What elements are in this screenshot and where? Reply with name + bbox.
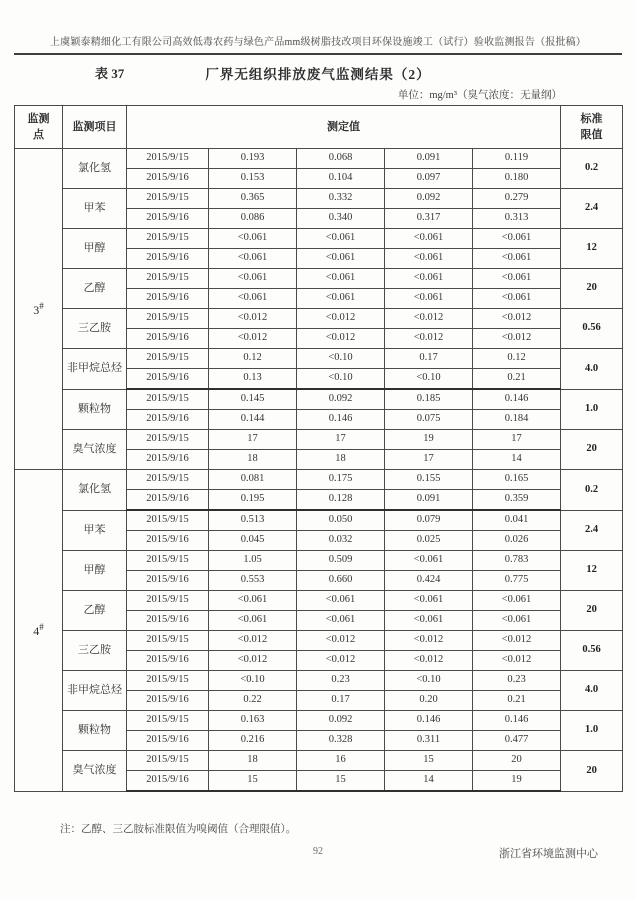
table-row: [15, 189, 623, 209]
measured-value-cell: <0.061: [473, 289, 561, 309]
standard-limit-cell: 1.0: [561, 389, 623, 430]
measured-value-cell: <0.10: [209, 671, 297, 691]
measured-value-cell: <0.012: [385, 329, 473, 349]
sample-date-cell: 2015/9/15: [127, 510, 209, 531]
measured-value-cell: 16: [297, 751, 385, 771]
measured-value-cell: 19: [385, 430, 473, 450]
monitoring-item-cell: 甲苯: [63, 510, 127, 551]
measured-value-cell: 1.05: [209, 551, 297, 571]
measured-value-cell: 0.146: [385, 711, 473, 731]
document-header-title: 上虞颖泰精细化工有限公司高效低毒农药与绿色产品mm级树脂技改项目环保设施竣工（试行）验收监测报告（报批稿）: [14, 33, 622, 55]
measured-value-cell: 0.23: [297, 671, 385, 691]
measured-value-cell: 0.13: [209, 369, 297, 390]
measured-value-cell: 0.12: [473, 349, 561, 369]
measured-value-cell: 0.783: [473, 551, 561, 571]
page-number: 92: [313, 846, 323, 857]
table-row: [15, 591, 623, 611]
sample-date-cell: 2015/9/16: [127, 691, 209, 711]
measured-value-cell: <0.012: [473, 651, 561, 671]
sample-date-cell: 2015/9/15: [127, 470, 209, 490]
measured-value-cell: <0.10: [385, 369, 473, 390]
measured-value-cell: 0.317: [385, 209, 473, 229]
footer-organization: 浙江省环境监测中心: [499, 848, 598, 860]
measured-value-cell: 0.092: [297, 711, 385, 731]
measured-value-cell: 0.081: [209, 470, 297, 490]
sample-date-cell: 2015/9/15: [127, 751, 209, 771]
measured-value-cell: 0.075: [385, 410, 473, 430]
measured-value-cell: <0.012: [297, 329, 385, 349]
monitoring-item-cell: 颗粒物: [63, 389, 127, 430]
measured-value-cell: <0.012: [209, 329, 297, 349]
measured-value-cell: <0.012: [297, 309, 385, 329]
sample-date-cell: 2015/9/16: [127, 450, 209, 470]
table-row: [15, 430, 623, 450]
sample-date-cell: 2015/9/15: [127, 711, 209, 731]
measured-value-cell: 0.424: [385, 571, 473, 591]
measured-value-cell: <0.061: [297, 249, 385, 269]
sample-date-cell: 2015/9/15: [127, 189, 209, 209]
header-standard-limit-label: 标准限值: [580, 112, 603, 141]
table-header-row: [15, 106, 623, 149]
monitoring-item-cell: 非甲烷总烃: [63, 349, 127, 390]
measured-value-cell: <0.061: [385, 591, 473, 611]
measured-value-cell: <0.061: [209, 249, 297, 269]
monitoring-results-table: [14, 105, 623, 792]
sample-date-cell: 2015/9/15: [127, 269, 209, 289]
measured-value-cell: 0.180: [473, 169, 561, 189]
measured-value-cell: 0.146: [297, 410, 385, 430]
measured-value-cell: <0.012: [473, 309, 561, 329]
sample-date-cell: 2015/9/16: [127, 209, 209, 229]
table-row: [15, 631, 623, 651]
sample-date-cell: 2015/9/15: [127, 551, 209, 571]
measured-value-cell: 0.513: [209, 510, 297, 531]
measured-value-cell: <0.10: [297, 369, 385, 390]
standard-limit-cell: 0.2: [561, 470, 623, 511]
measured-value-cell: 0.163: [209, 711, 297, 731]
footnote: 注：乙醇、三乙胺标准限值为嗅阈值（合理限值）。: [60, 824, 297, 835]
measured-value-cell: 0.091: [385, 490, 473, 511]
sample-date-cell: 2015/9/15: [127, 430, 209, 450]
measured-value-cell: 0.775: [473, 571, 561, 591]
sample-date-cell: 2015/9/15: [127, 389, 209, 410]
measured-value-cell: <0.061: [473, 249, 561, 269]
measured-value-cell: 0.184: [473, 410, 561, 430]
standard-limit-cell: 4.0: [561, 671, 623, 711]
sample-date-cell: 2015/9/16: [127, 651, 209, 671]
monitoring-point-number: 3: [33, 302, 40, 317]
measured-value-cell: 0.041: [473, 510, 561, 531]
sample-date-cell: 2015/9/16: [127, 771, 209, 792]
standard-limit-cell: 1.0: [561, 711, 623, 751]
sample-date-cell: 2015/9/16: [127, 571, 209, 591]
measured-value-cell: 0.22: [209, 691, 297, 711]
measured-value-cell: <0.012: [209, 651, 297, 671]
measured-value-cell: <0.012: [385, 651, 473, 671]
measured-value-cell: 0.311: [385, 731, 473, 751]
measured-value-cell: 15: [297, 771, 385, 792]
monitoring-item-cell: 三乙胺: [63, 309, 127, 349]
measured-value-cell: <0.10: [385, 671, 473, 691]
standard-limit-cell: 0.56: [561, 309, 623, 349]
sample-date-cell: 2015/9/16: [127, 410, 209, 430]
table-row: [15, 470, 623, 490]
measured-value-cell: 0.21: [473, 691, 561, 711]
sample-date-cell: 2015/9/16: [127, 329, 209, 349]
sample-date-cell: 2015/9/16: [127, 731, 209, 751]
table-row: [15, 349, 623, 369]
measured-value-cell: <0.012: [297, 651, 385, 671]
measured-value-cell: 0.195: [209, 490, 297, 511]
measured-value-cell: <0.061: [297, 269, 385, 289]
measured-value-cell: <0.061: [385, 551, 473, 571]
measured-value-cell: 18: [297, 450, 385, 470]
standard-limit-cell: 20: [561, 430, 623, 470]
measured-value-cell: <0.10: [297, 349, 385, 369]
measured-value-cell: 0.279: [473, 189, 561, 209]
monitoring-point-cell: [15, 149, 63, 470]
sample-date-cell: 2015/9/16: [127, 289, 209, 309]
measured-value-cell: 0.092: [297, 389, 385, 410]
measured-value-cell: 0.104: [297, 169, 385, 189]
monitoring-item-cell: 臭气浓度: [63, 751, 127, 792]
page-title: 厂界无组织排放废气监测结果（2）: [205, 67, 431, 82]
header-monitoring-point-label: 监测点: [27, 112, 50, 141]
sample-date-cell: 2015/9/15: [127, 149, 209, 169]
measured-value-cell: 0.091: [385, 149, 473, 169]
measured-value-cell: 0.068: [297, 149, 385, 169]
measured-value-cell: 0.20: [385, 691, 473, 711]
measured-value-cell: 0.660: [297, 571, 385, 591]
measured-value-cell: <0.012: [385, 309, 473, 329]
monitoring-item-cell: 颗粒物: [63, 711, 127, 751]
measured-value-cell: <0.061: [209, 269, 297, 289]
measured-value-cell: 0.193: [209, 149, 297, 169]
standard-limit-cell: 4.0: [561, 349, 623, 390]
measured-value-cell: 0.146: [473, 711, 561, 731]
measured-value-cell: <0.012: [209, 309, 297, 329]
measured-value-cell: <0.012: [209, 631, 297, 651]
table-row: [15, 711, 623, 731]
measured-value-cell: 15: [209, 771, 297, 792]
table-row: [15, 751, 623, 771]
measured-value-cell: 0.12: [209, 349, 297, 369]
measured-value-cell: 14: [473, 450, 561, 470]
standard-limit-cell: 0.2: [561, 149, 623, 189]
standard-limit-cell: 12: [561, 551, 623, 591]
table-row: [15, 269, 623, 289]
measured-value-cell: <0.061: [209, 229, 297, 249]
measured-value-cell: <0.061: [385, 611, 473, 631]
standard-limit-cell: 20: [561, 751, 623, 792]
table-row: [15, 551, 623, 571]
unit-note: 单位：mg/m³（臭气浓度：无量纲）: [397, 90, 562, 101]
measured-value-cell: 0.146: [473, 389, 561, 410]
measured-value-cell: 17: [297, 430, 385, 450]
header-measured-value: 测定值: [127, 106, 561, 149]
sample-date-cell: 2015/9/15: [127, 631, 209, 651]
standard-limit-cell: 0.56: [561, 631, 623, 671]
monitoring-item-cell: 甲醇: [63, 551, 127, 591]
measured-value-cell: 0.185: [385, 389, 473, 410]
measured-value-cell: 0.050: [297, 510, 385, 531]
monitoring-point-sup: #: [39, 621, 44, 632]
measured-value-cell: <0.012: [473, 329, 561, 349]
measured-value-cell: 0.365: [209, 189, 297, 209]
table-row: [15, 309, 623, 329]
measured-value-cell: 0.17: [385, 349, 473, 369]
measured-value-cell: 18: [209, 450, 297, 470]
sample-date-cell: 2015/9/15: [127, 309, 209, 329]
monitoring-point-sup: #: [39, 300, 44, 311]
measured-value-cell: <0.061: [473, 611, 561, 631]
measured-value-cell: <0.061: [297, 611, 385, 631]
measured-value-cell: 0.17: [297, 691, 385, 711]
sample-date-cell: 2015/9/15: [127, 591, 209, 611]
monitoring-point-number: 4: [33, 623, 40, 638]
measured-value-cell: <0.061: [385, 269, 473, 289]
monitoring-item-cell: 甲醇: [63, 229, 127, 269]
table-row: [15, 671, 623, 691]
measured-value-cell: 0.119: [473, 149, 561, 169]
measured-value-cell: <0.061: [209, 611, 297, 631]
measured-value-cell: 0.145: [209, 389, 297, 410]
sample-date-cell: 2015/9/16: [127, 369, 209, 390]
sample-date-cell: 2015/9/16: [127, 531, 209, 551]
monitoring-item-cell: 三乙胺: [63, 631, 127, 671]
monitoring-item-cell: 氯化氢: [63, 470, 127, 511]
table-row: [15, 389, 623, 410]
monitoring-item-cell: 乙醇: [63, 269, 127, 309]
measured-value-cell: 0.144: [209, 410, 297, 430]
measured-value-cell: <0.061: [473, 229, 561, 249]
sample-date-cell: 2015/9/16: [127, 611, 209, 631]
measured-value-cell: <0.061: [385, 249, 473, 269]
measured-value-cell: <0.061: [297, 591, 385, 611]
measured-value-cell: <0.061: [385, 229, 473, 249]
measured-value-cell: 19: [473, 771, 561, 792]
table-row: [15, 510, 623, 531]
standard-limit-cell: 2.4: [561, 189, 623, 229]
measured-value-cell: 0.092: [385, 189, 473, 209]
sample-date-cell: 2015/9/16: [127, 490, 209, 511]
measured-value-cell: 0.553: [209, 571, 297, 591]
standard-limit-cell: 20: [561, 591, 623, 631]
header-standard-limit: [561, 106, 623, 149]
header-monitoring-item: 监测项目: [63, 106, 127, 149]
measured-value-cell: 0.045: [209, 531, 297, 551]
measured-value-cell: 14: [385, 771, 473, 792]
sample-date-cell: 2015/9/15: [127, 229, 209, 249]
measured-value-cell: 0.175: [297, 470, 385, 490]
standard-limit-cell: 2.4: [561, 510, 623, 551]
measured-value-cell: 0.477: [473, 731, 561, 751]
measured-value-cell: 0.086: [209, 209, 297, 229]
measured-value-cell: 0.026: [473, 531, 561, 551]
monitoring-item-cell: 甲苯: [63, 189, 127, 229]
measured-value-cell: 17: [209, 430, 297, 450]
sample-date-cell: 2015/9/16: [127, 169, 209, 189]
measured-value-cell: 0.509: [297, 551, 385, 571]
measured-value-cell: 0.340: [297, 209, 385, 229]
monitoring-item-cell: 臭气浓度: [63, 430, 127, 470]
measured-value-cell: 0.153: [209, 169, 297, 189]
measured-value-cell: <0.061: [473, 269, 561, 289]
measured-value-cell: 0.032: [297, 531, 385, 551]
measured-value-cell: 17: [385, 450, 473, 470]
monitoring-point-cell: [15, 470, 63, 792]
measured-value-cell: 0.128: [297, 490, 385, 511]
sample-date-cell: 2015/9/15: [127, 671, 209, 691]
measured-value-cell: 18: [209, 751, 297, 771]
measured-value-cell: <0.012: [473, 631, 561, 651]
standard-limit-cell: 12: [561, 229, 623, 269]
measured-value-cell: 0.216: [209, 731, 297, 751]
measured-value-cell: 17: [473, 430, 561, 450]
measured-value-cell: 0.359: [473, 490, 561, 511]
measured-value-cell: <0.061: [297, 229, 385, 249]
measured-value-cell: <0.061: [473, 591, 561, 611]
measured-value-cell: 15: [385, 751, 473, 771]
monitoring-item-cell: 非甲烷总烃: [63, 671, 127, 711]
measured-value-cell: 0.025: [385, 531, 473, 551]
measured-value-cell: <0.061: [209, 591, 297, 611]
table-title-row: [0, 63, 636, 81]
measured-value-cell: 0.332: [297, 189, 385, 209]
measured-value-cell: 0.155: [385, 470, 473, 490]
standard-limit-cell: 20: [561, 269, 623, 309]
measured-value-cell: 0.165: [473, 470, 561, 490]
measured-value-cell: 0.328: [297, 731, 385, 751]
measured-value-cell: 0.079: [385, 510, 473, 531]
measured-value-cell: <0.061: [209, 289, 297, 309]
measured-value-cell: <0.012: [385, 631, 473, 651]
table-row: [15, 229, 623, 249]
measured-value-cell: 0.23: [473, 671, 561, 691]
measured-value-cell: 0.097: [385, 169, 473, 189]
table-number-label: 表 37: [95, 66, 125, 81]
sample-date-cell: 2015/9/15: [127, 349, 209, 369]
measured-value-cell: 0.21: [473, 369, 561, 390]
measured-value-cell: 20: [473, 751, 561, 771]
sample-date-cell: 2015/9/16: [127, 249, 209, 269]
measured-value-cell: <0.012: [297, 631, 385, 651]
monitoring-item-cell: 氯化氢: [63, 149, 127, 189]
measured-value-cell: 0.313: [473, 209, 561, 229]
monitoring-item-cell: 乙醇: [63, 591, 127, 631]
header-monitoring-point: [15, 106, 63, 149]
table-row: [15, 149, 623, 169]
measured-value-cell: <0.061: [297, 289, 385, 309]
measured-value-cell: <0.061: [385, 289, 473, 309]
